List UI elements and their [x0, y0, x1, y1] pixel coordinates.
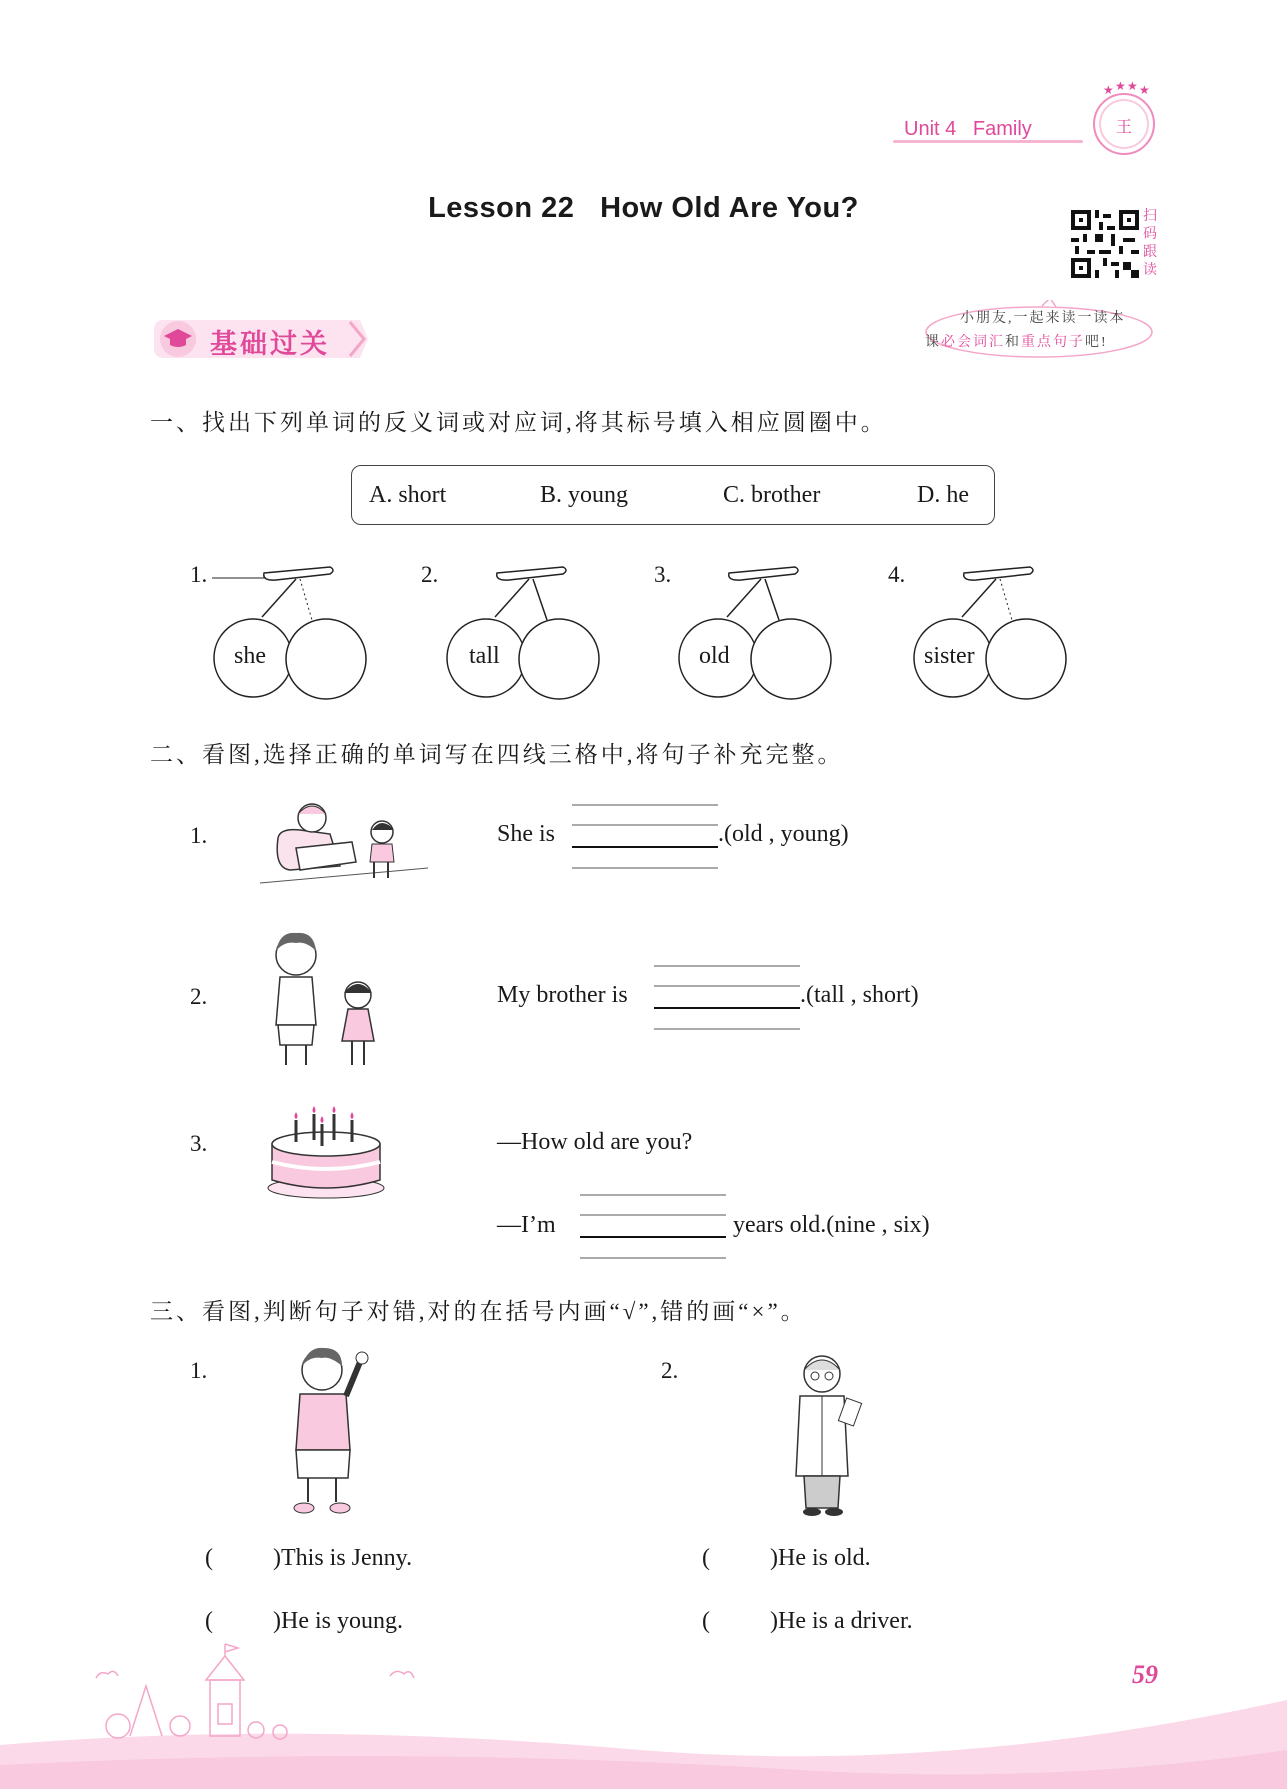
cherry-word-sister: sister [924, 643, 975, 669]
cherry-item-number: 3. [654, 562, 672, 587]
boy-waving-picture [268, 1342, 380, 1522]
part3-heading: 三、看图,判断句子对错,对的在括号内画“√”,错的画“×”。 [150, 1299, 807, 1324]
question-how-old: —How old are you? [497, 1129, 693, 1155]
cherry-item-number: 2. [421, 562, 439, 587]
section-title: 基础过关 [210, 329, 330, 359]
old-doctor-picture [784, 1348, 868, 1522]
part3-item-number: 2. [661, 1358, 679, 1383]
four-line-grid[interactable] [578, 1193, 728, 1261]
svg-text:★: ★ [1127, 80, 1138, 93]
page-number: 59 [1132, 1660, 1158, 1689]
sentence-3-after: years old.(nine , six) [733, 1212, 930, 1238]
cherry-word-she: she [234, 643, 266, 669]
cherry-word-old: old [699, 643, 730, 669]
judge-statement[interactable]: ( )This is Jenny. [205, 1545, 413, 1571]
cherry-item-number: 1. [190, 562, 208, 587]
svg-text:★: ★ [1103, 83, 1114, 97]
sentence-3-before: —I’m [497, 1212, 556, 1238]
cherry-diagram [677, 560, 847, 700]
birthday-cake-picture [262, 1104, 390, 1202]
svg-text:王: 王 [1115, 117, 1133, 136]
option-c: C. brother [723, 482, 821, 508]
option-d: D. he [917, 482, 969, 508]
judge-statement[interactable]: ( )He is a driver. [702, 1608, 913, 1634]
cherry-diagram [912, 560, 1082, 700]
qr-code-icon[interactable] [1071, 210, 1139, 278]
part2-item-number: 2. [190, 984, 208, 1009]
qr-caption: 扫 码 跟 读 [1143, 207, 1157, 277]
svg-text:★: ★ [1115, 80, 1126, 93]
part3-item-number: 1. [190, 1358, 208, 1383]
sentence-1-before: She is [497, 821, 556, 847]
part2-heading: 二、看图,选择正确的单词写在四线三格中,将句子补充完整。 [150, 742, 844, 767]
four-line-grid[interactable] [570, 803, 720, 871]
sentence-1-after: .(old , young) [718, 821, 849, 847]
lesson-title: Lesson 22 How Old Are You? [428, 192, 859, 224]
option-a: A. short [369, 482, 447, 508]
footer-decoration [0, 1640, 1287, 1789]
unit-label: Unit 4 Family [904, 118, 1032, 140]
cherry-item-number: 4. [888, 562, 906, 587]
sentence-2-before: My brother is [497, 982, 628, 1008]
brother-sister-picture [262, 925, 398, 1073]
cherry-diagram [212, 560, 382, 700]
part2-item-number: 1. [190, 823, 208, 848]
part1-heading: 一、找出下列单词的反义词或对应词,将其标号填入相应圆圈中。 [150, 410, 887, 435]
four-line-grid[interactable] [652, 964, 802, 1032]
svg-text:★: ★ [1139, 83, 1150, 97]
part2-item-number: 3. [190, 1131, 208, 1156]
sentence-2-after: .(tall , short) [800, 982, 919, 1008]
bubble-text-line1: 小朋友,一起来读一读本 [960, 311, 1126, 326]
word-options-box [351, 465, 995, 525]
cherry-word-tall: tall [469, 643, 500, 669]
judge-statement[interactable]: ( )He is young. [205, 1608, 403, 1634]
medal-logo-icon [1084, 80, 1164, 158]
cherry-diagram [445, 560, 615, 700]
judge-statement[interactable]: ( )He is old. [702, 1545, 871, 1571]
option-b: B. young [540, 482, 629, 508]
grandma-girl-picture [260, 778, 430, 898]
bubble-text-line2: 课必会词汇和重点句子吧! [925, 335, 1108, 350]
unit-underline [893, 140, 1083, 143]
